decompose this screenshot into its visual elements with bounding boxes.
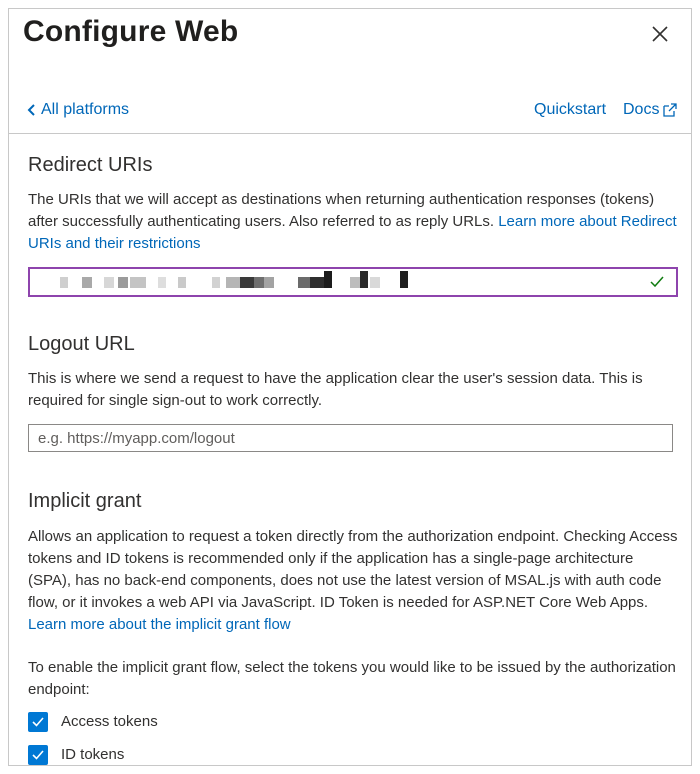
obscured-text	[178, 277, 186, 288]
obscured-text	[240, 277, 254, 288]
id-tokens-label: ID tokens	[61, 746, 125, 763]
obscured-text	[298, 277, 310, 288]
obscured-text	[264, 277, 274, 288]
logout-url-section	[28, 333, 678, 452]
quickstart-link[interactable]: Quickstart	[534, 101, 607, 118]
implicit-grant-heading: Implicit grant	[28, 490, 142, 512]
redirect-uri-input[interactable]	[28, 267, 678, 297]
all-platforms-label: All platforms	[41, 101, 130, 118]
logout-url-description: This is where we send a request to have the application clear the user's session data. This is required for single sign-out to work correctly.	[28, 370, 643, 409]
token-options	[28, 705, 678, 766]
obscured-text	[310, 277, 324, 288]
obscured-text	[104, 277, 114, 288]
panel-content	[28, 154, 678, 766]
access-tokens-checkbox[interactable]	[28, 712, 48, 732]
logout-url-input[interactable]	[28, 424, 673, 452]
chevron-left-icon	[27, 103, 37, 117]
implicit-grant-section	[28, 490, 678, 766]
obscured-text	[254, 277, 264, 288]
implicit-grant-learn-more-link[interactable]: Learn more about the implicit grant flow	[28, 616, 291, 633]
checkmark-icon	[31, 748, 45, 762]
close-icon	[649, 23, 671, 45]
obscured-text	[158, 277, 166, 288]
obscured-text	[212, 277, 220, 288]
close-button[interactable]	[649, 23, 671, 45]
obscured-text	[60, 277, 68, 288]
redirect-uris-learn-more-link[interactable]: Learn more about Redirect URIs and their restrictions	[28, 213, 677, 252]
obscured-text	[130, 277, 146, 288]
obscured-text	[360, 271, 368, 288]
redirect-uris-heading: Redirect URIs	[28, 154, 153, 176]
id-tokens-option[interactable]	[28, 738, 678, 766]
obscured-text	[82, 277, 92, 288]
docs-label: Docs	[623, 101, 660, 118]
redirect-description-text: The URIs that we will accept as destinations when returning authentication responses (tokens) after successfully authenticating users. Also referred to as reply URLs.	[28, 191, 655, 230]
access-tokens-label: Access tokens	[61, 713, 158, 730]
valid-check-icon	[648, 273, 666, 291]
obscured-text	[324, 271, 332, 288]
all-platforms-link[interactable]	[27, 101, 129, 119]
access-tokens-option[interactable]	[28, 705, 678, 738]
logout-url-heading: Logout URL	[28, 333, 135, 355]
external-link-icon	[662, 102, 678, 118]
header-divider	[9, 133, 691, 134]
redirect-uris-section	[28, 154, 678, 297]
obscured-text	[370, 277, 380, 288]
implicit-grant-instruction: To enable the implicit grant flow, select the tokens you would like to be issued by the authorization endpoint:	[28, 659, 676, 698]
panel-header	[9, 9, 691, 129]
docs-link[interactable]	[623, 101, 678, 119]
obscured-text	[118, 277, 128, 288]
configure-web-panel	[8, 8, 692, 766]
obscured-text	[400, 271, 408, 288]
checkmark-icon	[31, 715, 45, 729]
id-tokens-checkbox[interactable]	[28, 745, 48, 765]
implicit-grant-description	[28, 526, 678, 636]
page-title: Configure Web	[23, 15, 239, 48]
obscured-text	[226, 277, 240, 288]
obscured-text	[350, 277, 360, 288]
redirect-uris-description	[28, 189, 678, 255]
implicit-description-text: Allows an application to request a token directly from the authorization endpoint. Checking Access tokens and ID tokens is recommended only if the application has a single-page architecture (SPA), has no back-end components, does not use the latest version of MSAL.js with auth code flow, or it invokes a web API via JavaScript. ID Token is needed for ASP.NET Core Web Apps.	[28, 528, 678, 611]
nav-row	[9, 99, 691, 123]
